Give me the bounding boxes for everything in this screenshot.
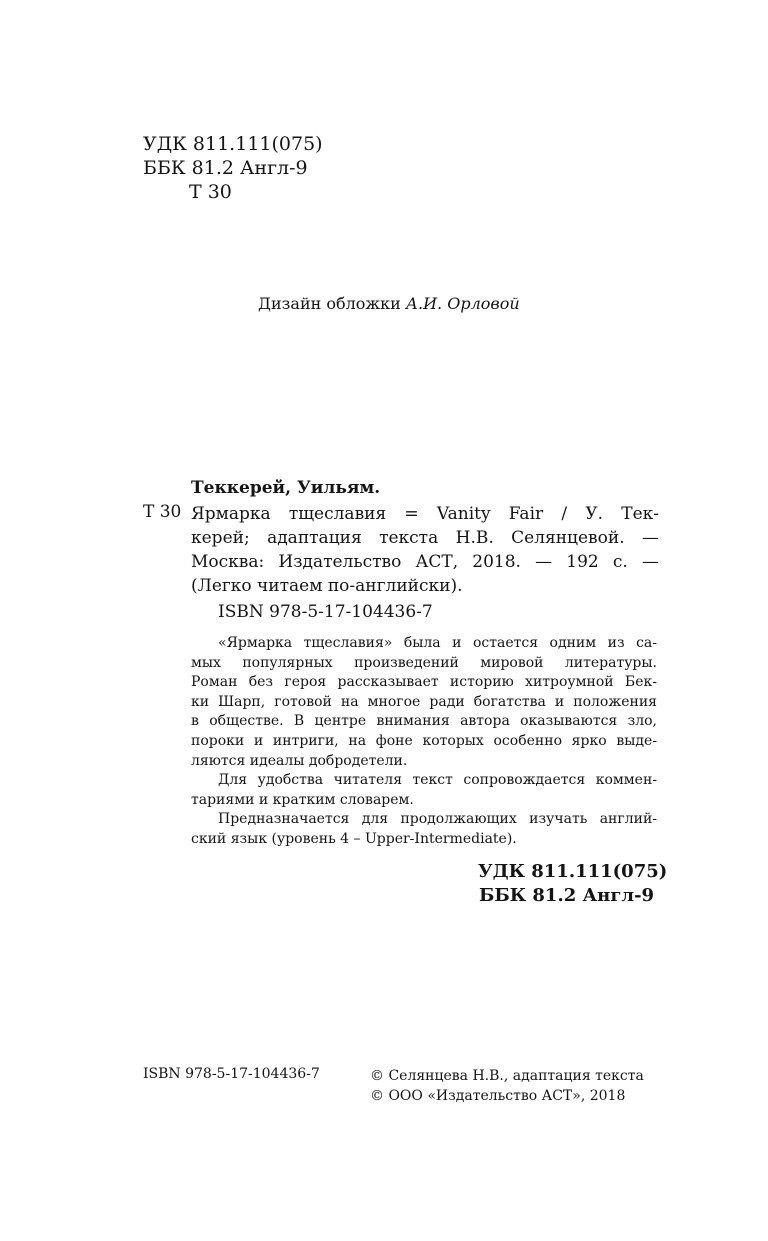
annotation-line: ляются идеалы добродетели. <box>191 752 408 769</box>
udk-code-bottom: УДК 811.111(075) <box>478 861 668 882</box>
annotation-line: Предназначается для продолжающих изучать англий- <box>218 811 657 828</box>
annotation <box>191 634 657 850</box>
author-mark: Т 30 <box>189 181 232 203</box>
cover-design-credit <box>258 294 520 313</box>
biblio-line: Ярмарка тщеславия = Vanity Fair / У. Тек- <box>191 504 659 524</box>
cover-design-label: Дизайн обложки <box>258 294 401 313</box>
copyright-publisher: © ООО «Издательство АСТ», 2018 <box>370 1088 626 1104</box>
annotation-line: пороки и интриги, на фоне которых особенно ярко выде- <box>191 732 657 749</box>
classification-block-bottom <box>478 860 667 908</box>
catalog-author-mark: Т 30 <box>143 502 182 522</box>
annotation-line: мых популярных произведений мировой литературы. <box>191 654 657 671</box>
annotation-line: «Ярмарка тщеславия» была и остается одним из са- <box>218 635 657 651</box>
classification-block-top <box>143 132 323 204</box>
copyright-adaptation: © Селянцева Н.В., адаптация текста <box>370 1068 644 1084</box>
copyright-block <box>370 1066 644 1106</box>
footer-isbn: ISBN 978-5-17-104436-7 <box>143 1066 320 1082</box>
annotation-line: ки Шарп, готовой на многое ради богатства и положения <box>191 693 657 710</box>
annotation-line: ский язык (уровень 4 – Upper-Intermediate). <box>191 830 517 847</box>
catalog-author: Теккерей, Уильям. <box>191 478 381 498</box>
cover-designer-name: А.И. Орловой <box>405 294 520 313</box>
bbk-code: ББК 81.2 Англ-9 <box>143 157 308 179</box>
annotation-line: Роман без героя рассказывает историю хитроумной Бек- <box>191 674 657 691</box>
bibliographic-description <box>191 502 659 598</box>
biblio-line: (Легко читаем по-английски). <box>191 576 463 596</box>
biblio-line: Москва: Издательство АСТ, 2018. — 192 с. — <box>191 552 659 572</box>
annotation-line: тариями и кратким словарем. <box>191 791 414 808</box>
catalog-isbn: ISBN 978-5-17-104436-7 <box>218 602 433 622</box>
biblio-line: керей; адаптация текста Н.В. Селянцевой. — <box>191 528 659 548</box>
bbk-code-bottom: ББК 81.2 Англ-9 <box>479 885 655 906</box>
udk-code: УДК 811.111(075) <box>143 133 323 155</box>
annotation-line: Для удобства читателя текст сопровождается коммен- <box>218 772 657 789</box>
annotation-line: в обществе. В центре внимания автора оказываются зло, <box>191 713 657 730</box>
